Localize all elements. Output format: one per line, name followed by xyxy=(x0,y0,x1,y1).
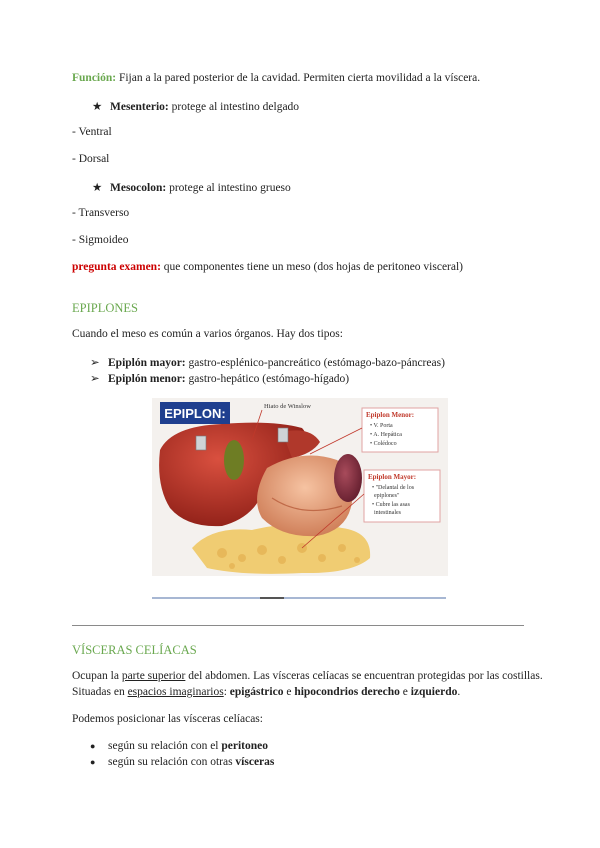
dot-bullet-icon: ● xyxy=(90,741,96,751)
funcion-label: Función: xyxy=(72,72,117,84)
retractor-shape xyxy=(278,428,288,442)
mesocolon-label: Mesocolon: xyxy=(110,182,167,194)
hiato-label: Hiato de Winslow xyxy=(264,403,311,410)
mesenterio-text: protege al intestino delgado xyxy=(168,101,300,113)
spleen-shape xyxy=(334,454,362,502)
epiplones-intro: Cuando el meso es común a varios órganos. Hay dos tipos: xyxy=(72,328,343,340)
mesocolon-part: - Sigmoideo xyxy=(72,234,129,246)
funcion-line xyxy=(72,72,480,84)
text-run: . xyxy=(457,686,461,698)
visceras-list-item xyxy=(90,756,274,768)
text-run: Situadas en xyxy=(72,686,128,698)
mesocolon-text: protege al intestino grueso xyxy=(166,182,291,194)
mayor-item: intestinales xyxy=(374,510,401,516)
visceras-list-item xyxy=(90,740,268,752)
mayor-item: epiplones" xyxy=(374,493,400,499)
caption-bar-mark xyxy=(260,597,284,599)
bold-run: izquierdo xyxy=(410,686,458,698)
figure-title: EPIPLON: xyxy=(164,406,226,421)
text-run: del abdomen. Las vísceras celíacas se encuentran protegidas por las costillas. xyxy=(185,670,543,682)
menor-item: • Colédoco xyxy=(370,441,397,447)
epiplones-heading: EPIPLONES xyxy=(72,301,138,315)
menor-item: • V. Porta xyxy=(370,423,393,429)
gallbladder-shape xyxy=(224,440,244,480)
epiplon-illustration xyxy=(152,398,448,576)
menor-title: Epiplon Menor: xyxy=(366,411,415,419)
section-divider xyxy=(72,625,524,626)
bold-run: epigástrico xyxy=(229,686,284,698)
bold-run: hipocondrios derecho xyxy=(294,686,400,698)
epiplon-item xyxy=(90,355,445,369)
menor-item: • A. Hepática xyxy=(370,432,402,438)
visceras-heading: VÍSCERAS CELÍACAS xyxy=(72,643,197,657)
mesocolon-part: - Transverso xyxy=(72,207,130,219)
text-run: e xyxy=(283,686,295,698)
retractor-shape xyxy=(196,436,206,450)
mayor-item: • Cubre las asas xyxy=(372,502,410,508)
visceras-p3: Podemos posicionar las vísceras celíacas: xyxy=(72,713,263,725)
text-run: Ocupan la xyxy=(72,670,122,682)
list-bold: vísceras xyxy=(235,756,275,768)
star-icon: ★ xyxy=(92,182,103,194)
star-icon: ★ xyxy=(92,101,103,113)
list-bold: peritoneo xyxy=(221,740,269,752)
visceras-p2 xyxy=(72,686,460,698)
arrow-bullet-icon: ➢ xyxy=(90,357,100,369)
mesocolon-item xyxy=(92,180,291,194)
mesenterio-part: - Dorsal xyxy=(72,153,110,165)
pregunta-label: pregunta examen: xyxy=(72,261,161,273)
funcion-text: Fijan a la pared posterior de la cavidad. Permiten cierta movilidad a la víscera. xyxy=(116,72,481,84)
list-text: según su relación con otras xyxy=(108,756,236,768)
mesenterio-item xyxy=(92,99,299,113)
text-run: e xyxy=(399,686,411,698)
epiplon-text: gastro-esplénico-pancreático (estómago-bazo-páncreas) xyxy=(185,357,445,369)
text-run: : xyxy=(223,686,230,698)
epiplon-item xyxy=(90,371,349,385)
dot-bullet-icon: ● xyxy=(90,757,96,767)
epiplon-label: Epiplón mayor: xyxy=(108,357,186,369)
list-text: según su relación con el xyxy=(108,740,222,752)
mayor-title: Epiplon Mayor: xyxy=(368,473,417,481)
pregunta-line xyxy=(72,261,463,273)
underlined-run: parte superior xyxy=(121,670,186,682)
visceras-p1 xyxy=(72,670,543,682)
mesenterio-label: Mesenterio: xyxy=(110,101,169,113)
arrow-bullet-icon: ➢ xyxy=(90,373,100,385)
mesenterio-part: - Ventral xyxy=(72,126,112,138)
underlined-run: espacios imaginarios xyxy=(127,686,224,698)
epiplon-text: gastro-hepático (estómago-hígado) xyxy=(185,373,350,385)
epiplon-label: Epiplón menor: xyxy=(108,373,186,385)
mayor-item: • "Delantal de los xyxy=(372,485,415,491)
pregunta-text: que componentes tiene un meso (dos hojas de peritoneo visceral) xyxy=(160,261,464,273)
figure-caption-bar xyxy=(152,597,446,599)
